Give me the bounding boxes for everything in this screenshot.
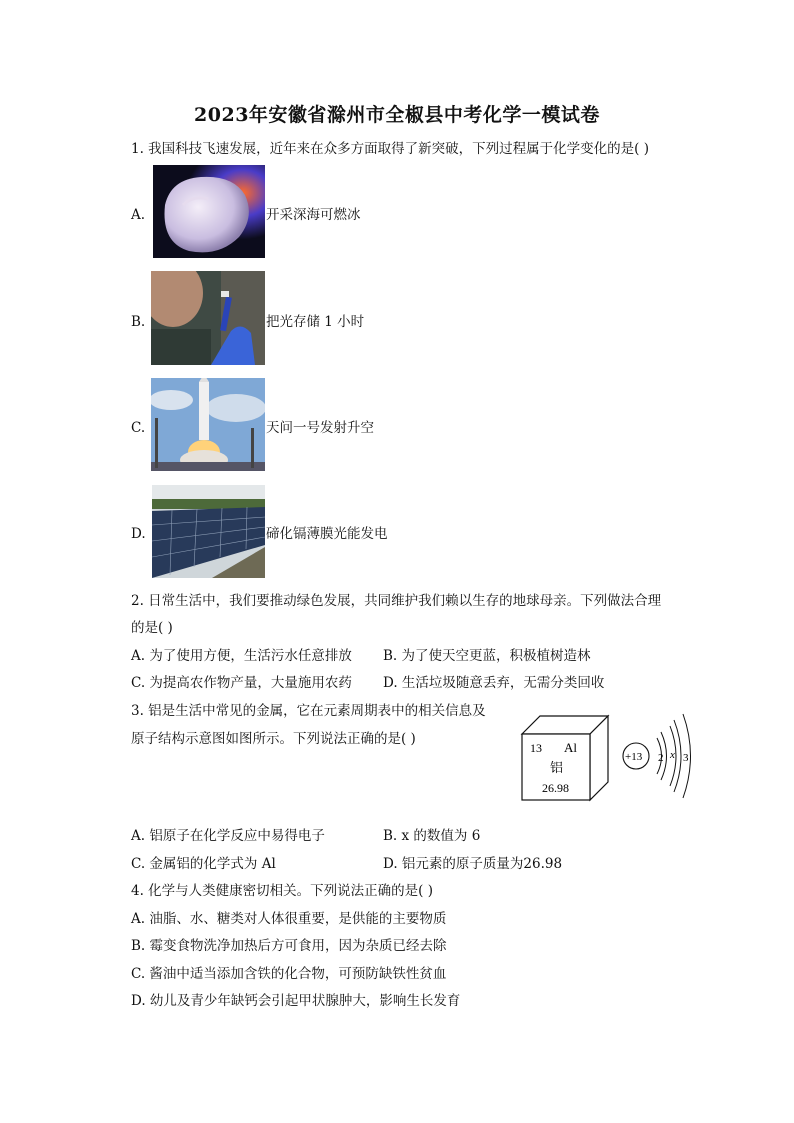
light-storage-photo — [151, 271, 265, 365]
q1-option-a-key: A. — [131, 207, 146, 223]
q3-stem-line1: 3. 铝是生活中常见的金属，它在元素周期表中的相关信息及 — [131, 703, 486, 719]
q1-option-d-text: 碲化镉薄膜光能发电 — [266, 526, 388, 542]
element-symbol: Al — [564, 740, 577, 755]
shell1-electrons: 2 — [658, 752, 664, 764]
q4-option-a: A. 油脂、水、糖类对人体很重要，是供能的主要物质 — [131, 911, 447, 927]
q2-option-b: B. 为了使天空更蓝，积极植树造林 — [383, 648, 591, 664]
q1-option-c-key: C. — [131, 420, 146, 436]
element-number: 13 — [530, 741, 542, 755]
q2-option-a: A. 为了使用方便，生活污水任意排放 — [131, 648, 352, 664]
q3-option-c: C. 金属铝的化学式为 Al — [131, 856, 276, 872]
q3-option-b: B. x 的数值为 6 — [383, 828, 481, 844]
page-title: 2023年安徽省滁州市全椒县中考化学一模试卷 — [194, 104, 600, 126]
q4-option-d: D. 幼儿及青少年缺钙会引起甲状腺肿大，影响生长发育 — [131, 993, 461, 1009]
q1-stem: 1. 我国科技飞速发展，近年来在众多方面取得了新突破，下列过程属于化学变化的是( ) — [131, 141, 649, 157]
periodic-table-cell — [518, 712, 618, 804]
q2-option-d: D. 生活垃圾随意丢弃，无需分类回收 — [383, 675, 605, 691]
element-mass: 26.98 — [542, 781, 569, 795]
nucleus-charge: +13 — [625, 751, 643, 763]
q2-stem-line2: 的是( ) — [131, 620, 173, 636]
q2-option-c: C. 为提高农作物产量，大量施用农药 — [131, 675, 352, 691]
flammable-ice-photo — [153, 165, 265, 258]
q3-stem-line2: 原子结构示意图如图所示。下列说法正确的是( ) — [131, 731, 416, 747]
q4-stem: 4. 化学与人类健康密切相关。下列说法正确的是( ) — [131, 883, 433, 899]
shell3-electrons: 3 — [683, 752, 689, 764]
q1-option-a-text: 开采深海可燃冰 — [266, 207, 361, 223]
q1-option-b-key: B. — [131, 314, 146, 330]
rocket-launch-photo — [151, 378, 265, 471]
q1-option-b-text: 把光存储 1 小时 — [266, 314, 365, 330]
q3-option-d: D. 铝元素的原子质量为26.98 — [383, 856, 563, 872]
atom-structure-diagram — [620, 710, 700, 802]
shell2-electrons: x — [670, 749, 675, 761]
q4-option-c: C. 酱油中适当添加含铁的化合物，可预防缺铁性贫血 — [131, 966, 447, 982]
solar-panel-photo — [152, 485, 265, 578]
q1-option-c-text: 天问一号发射升空 — [266, 420, 374, 436]
q3-option-a: A. 铝原子在化学反应中易得电子 — [131, 828, 325, 844]
q1-option-d-key: D. — [131, 526, 146, 542]
element-name: 铝 — [550, 760, 564, 775]
q4-option-b: B. 霉变食物洗净加热后方可食用，因为杂质已经去除 — [131, 938, 447, 954]
q2-stem-line1: 2. 日常生活中，我们要推动绿色发展，共同维护我们赖以生存的地球母亲。下列做法合理 — [131, 593, 662, 609]
